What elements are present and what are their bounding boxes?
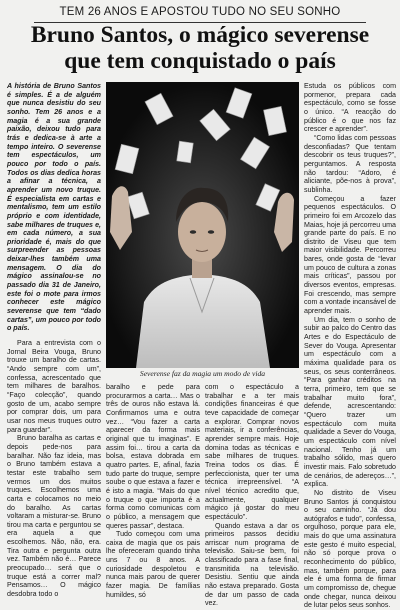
column-2 [106,383,200,599]
lede-paragraph: A história de Bruno Santos é simples. É a de alguém que nunca desistiu do seu sonho. Tem 26 anos e a magia é a sua grande paixão, deixou tudo para trás e dedica-se à arte a tempo inteiro. O severense tem espectáculos, um pouco por todo o país. Todos os dias dedica horas a afinar a técnica, a aprender um novo truque. É especialista em cartas e mentalismo, tem um estilo próprio e com identidade, sabe milhares de truques e, em cada número, a sua prioridade é, mais do que surpreender as pessoas deixar-lhes também uma mensagem. O dia do mágico assinalou-se no passado dia 31 de Janeiro, este foi o mote para irmos conhecer este mágico severense que tem “dado cartas”, um pouco por todo o país. [7,82,101,333]
col2-paragraph-2: Tudo começou com uma caixa de magia que os pais lhe ofereceram quando tinha uns 7 ou 8 anos. A curiosidade despoletou e nunca mais parou de querer fazer magia. De famílias humildes, só [106,530,200,599]
headline-line-2: que tem conquistado o país [64,48,336,74]
col4-paragraph-3: Começou a fazer pequenos espectáculos. O primeiro foi em Arcozelo das Maias, hoje já percorreu uma grande parte do país. E no distrito de Viseu que tem maior visibilidade. Percorreu bares, onde gosta de “levar um pouco de cultura a zonas mais críticas”, passou por diversos eventos, empresas. Foi crescendo, mas sempre com a vontade incansável de aprender mais. [304,194,396,316]
col4-paragraph-2: “Como lidas com pessoas desconfiadas? Que tentam descobrir os teus truques?”, perguntamos. A resposta não tardou: “Adoro, é aliciante, põe-nos à prova”, sublinha. [304,133,396,194]
col4-paragraph-4: Um dia, tem o sonho de subir ao palco do Centro das Artes e do Espectáculo de Sever do Vouga. Apresentar um espectáculo com a máxima qualidade para os seus, os seus conterrâneos. “Para ganhar créditos na terra, primeiro, tem que se trabalhar muito fora”, defende, acrescentando: “Quero trazer um espectáculo com muita qualidade a Sever do Vouga, um espectáculo com nível nacional. Tenho já um trabalho sólido, mas quero investir mais. Falo sobretudo de cenários, de adereços…”, explica. [304,315,396,489]
article-photo [106,82,299,368]
column-4 [304,82,396,610]
col4-paragraph-1: Estuda os públicos com pormenor, prepara cada espectáculo, como se fosse o único. “A reacção do público é o que nos faz crescer e aprender”. [304,82,396,134]
col3-paragraph-1: com o espectáculo a trabalhar e a ter mais condições financeiras é que teve capacidade de começar a explorar. Comprar novos materiais, ir a conferências, aprender sempre mais. Hoje domina todas as técnicas e sabe milhares de truques. Treina todos os dias. É perfeccionista, quer ter uma técnica irrepreensível. “A nível técnico acredito que, actualmente, qualquer mágico já gostar do meu espectáculo”. [205,383,299,521]
headline-line-1: Bruno Santos, o mágico severense [30,22,370,48]
kicker: TEM 26 ANOS E APOSTOU TUDO NO SEU SONHO [59,6,341,18]
col1-paragraph-1: Para a entrevista com o Jornal Beira Vouga, Bruno trouxe um baralho de cartas. “Ando sempre com um”, confessa, acrescentado que tem milhares de baralhos. “Faço colecção”, quando gosto de um, acabo sempre por comprar dois, um para usar nos meus truques outro para guardar”. [7,339,101,434]
headline [0,22,400,74]
face [178,202,226,262]
col3-paragraph-2: Quando estava a dar os primeiros passos decidiu arriscar num programa de televisão. Saiu-se bem, foi classificado para a fase final, transmitida na televisão. Desistiu. Sentiu que ainda não estava preparado. Gosta de dar um passo de cada vez. [205,521,299,608]
col4-paragraph-5: No distrito de Viseu Bruno Santos já conquistou o seu caminho. “Já dou autógrafos e tudo”, confessa, orgulhoso, porque para ele, mais do que uma assinatura este gesto é muito especial, não só porque prova o reconhecimento do público, mas, também porque, para ele é uma forma de firmar um compromisso de, chegue onde chegar, nunca deixou de lutar pelos seus sonhos. [304,488,396,610]
magician-photo-illustration [106,82,299,368]
col1-paragraph-2: Bruno baralha as cartas e depois pede-nos para baralhar. Não faz ideia, mas o Bruno também estava a testar este trabalho sem vermos um dos muitos truques. Escolhemos uma carta e colocamos no meio do baralho. As cartas voltaram a misturar-se. Bruno tirou ma carta e perguntou se era aquela a que escolhemos. Não, não, era. Tira outra e pergunta outra vez. Também não é… Parece preocupado… será que o truque está a correr mal? Pensamos… O mágico desdobra todo o [7,434,101,599]
col2-paragraph-1: baralho e pede para procurarmos a carta… Mas o três de ouros não estava lá. Confirmamos uma e outra vez… “Vou fazer a carta aparecer da forma mais original que tu imaginas”. E assim foi… tirou a carta da bolsa, estava dobrada em quatro partes. E, afinal, fazia tudo parte do truque, sempre soube o que estava a fazer e é isto a magia. “Mais do que o truque o que importa é a forma como comunicas com o público, a mensagem que queres passar”, destaca. [106,383,200,530]
photo-caption: Severense faz da magia um modo de vida [139,369,266,378]
column-1 [7,82,101,599]
column-3 [205,383,299,608]
